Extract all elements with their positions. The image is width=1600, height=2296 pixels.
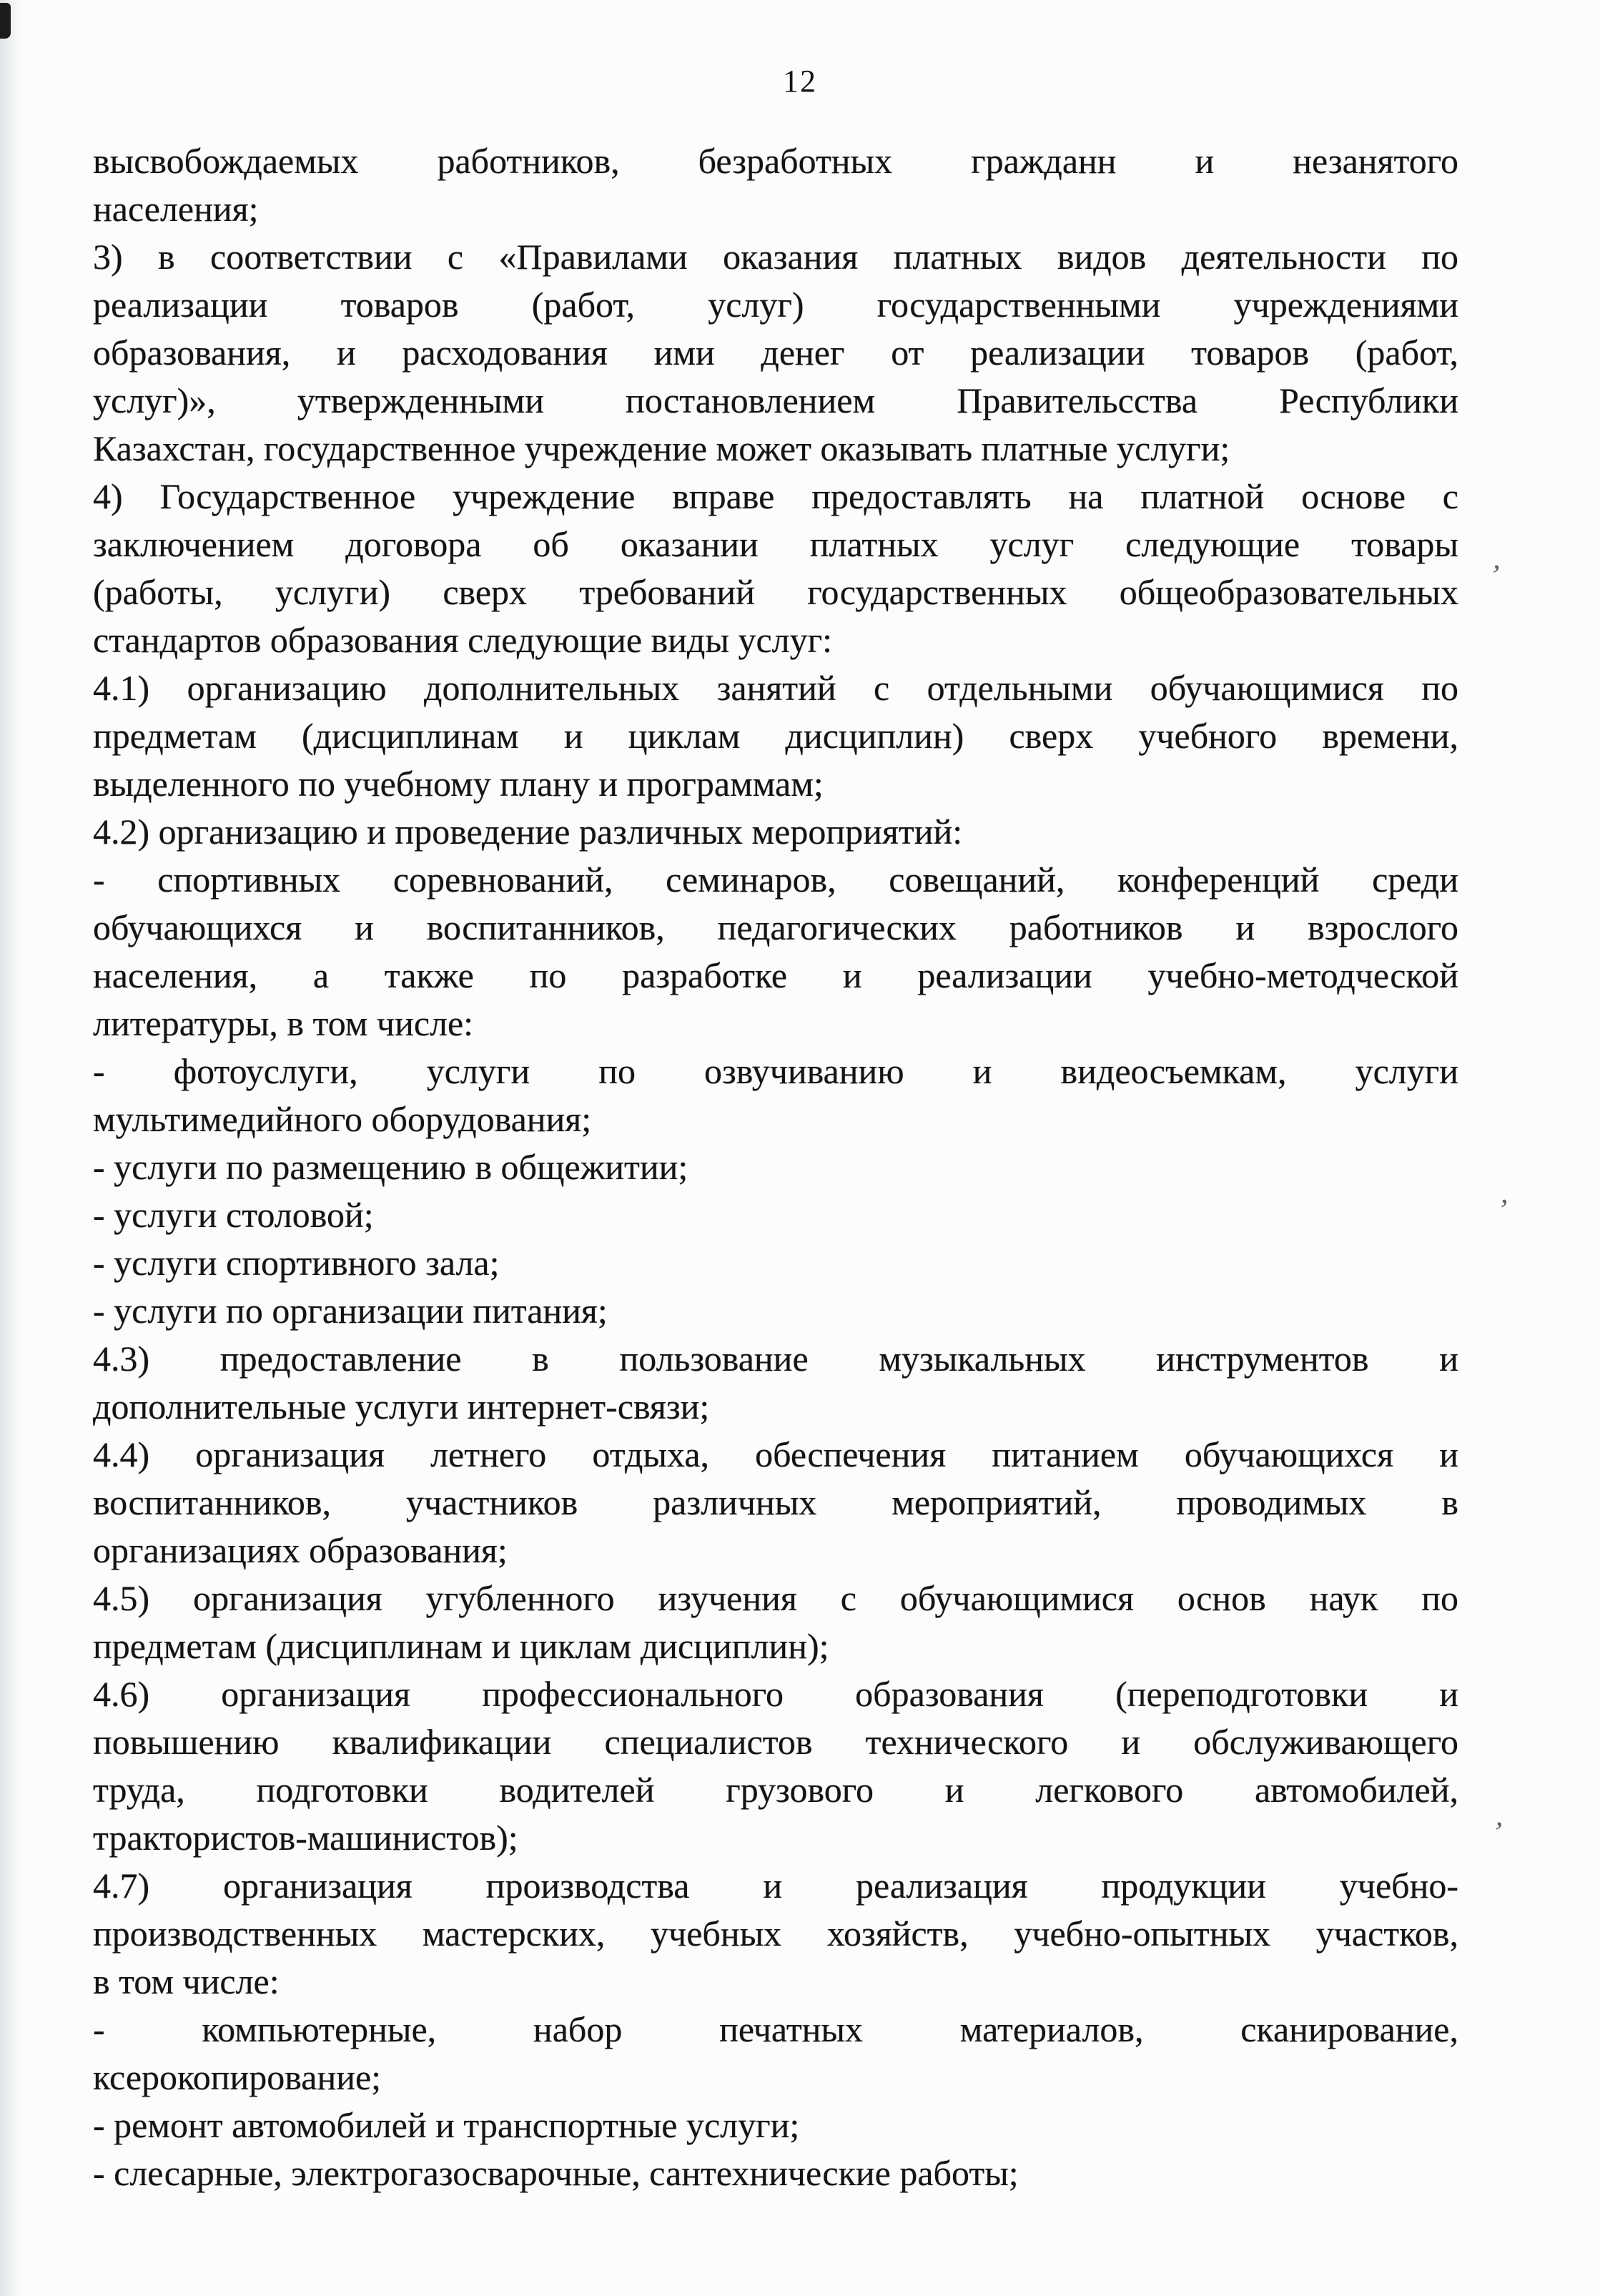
- text-line: 4.4) организация летнего отдыха, обеспечения питанием обучающихся и: [93, 1434, 1458, 1474]
- text-line: 4) Государственное учреждение вправе предоставлять на платной основе с: [93, 476, 1458, 516]
- text-line: высвобождаемых работников, безработных гражданн и незанятого: [93, 141, 1458, 181]
- text-line: мультимедийного оборудования;: [93, 1099, 592, 1139]
- scan-artifact-smudge: ,: [1494, 1799, 1508, 1833]
- text-line: предметам (дисциплинам и циклам дисциплин);: [93, 1626, 829, 1666]
- text-line: 4.5) организация угубленного изучения с обучающимися основ наук по: [93, 1578, 1458, 1618]
- text-line: - фотоуслуги, услуги по озвучиванию и видеосъемкам, услуги: [93, 1051, 1458, 1091]
- page-number: 12: [783, 64, 817, 99]
- text-line: - компьютерные, набор печатных материалов, сканирование,: [93, 2009, 1458, 2049]
- text-line: 4.1) организацию дополнительных занятий с отдельными обучающимися по: [93, 668, 1458, 708]
- document-text-block: [93, 137, 1458, 2197]
- text-line: (работы, услуги) сверх требований государственных общеобразовательных: [93, 572, 1458, 612]
- text-line: трактористов-машинистов);: [93, 1818, 518, 1858]
- scan-artifact-smudge: ,: [1491, 542, 1504, 576]
- text-line: 3) в соответствии с «Правилами оказания платных видов деятельности по: [93, 237, 1458, 277]
- text-line: Казахстан, государственное учреждение может оказывать платные услуги;: [93, 428, 1230, 468]
- text-line: выделенного по учебному плану и программам;: [93, 764, 824, 804]
- text-line: предметам (дисциплинам и циклам дисциплин) сверх учебного времени,: [93, 716, 1458, 756]
- text-line: 4.6) организация профессионального образования (переподготовки и: [93, 1674, 1458, 1714]
- text-line: заключением договора об оказании платных услуг следующие товары: [93, 524, 1458, 564]
- text-line: дополнительные услуги интернет-связи;: [93, 1386, 710, 1427]
- text-line: воспитанников, участников различных мероприятий, проводимых в: [93, 1482, 1458, 1522]
- text-line: организациях образования;: [93, 1530, 508, 1570]
- text-line: - услуги по размещению в общежитии;: [93, 1147, 688, 1187]
- text-line: ксерокопирование;: [93, 2057, 382, 2097]
- text-line: литературы, в том числе:: [93, 1003, 474, 1043]
- text-line: образования, и расходования ими денег от реализации товаров (работ,: [93, 332, 1458, 373]
- text-line: - услуги по организации питания;: [93, 1291, 608, 1331]
- text-line: производственных мастерских, учебных хозяйств, учебно-опытных участков,: [93, 1913, 1458, 1953]
- text-line: - услуги столовой;: [93, 1195, 374, 1235]
- text-line: стандартов образования следующие виды услуг:: [93, 620, 832, 660]
- text-line: обучающихся и воспитанников, педагогических работников и взрослого: [93, 907, 1458, 947]
- text-line: - слесарные, электрогазосварочные, сантехнические работы;: [93, 2153, 1019, 2193]
- text-line: населения;: [93, 189, 259, 229]
- text-line: 4.3) предоставление в пользование музыкальных инструментов и: [93, 1339, 1458, 1379]
- scan-artifact-corner-blob: [0, 3, 11, 39]
- text-line: населения, а также по разработке и реализации учебно-методческой: [93, 955, 1458, 995]
- text-line: - спортивных соревнований, семинаров, совещаний, конференций среди: [93, 859, 1458, 900]
- text-line: 4.2) организацию и проведение различных мероприятий:: [93, 812, 963, 852]
- text-line: 4.7) организация производства и реализация продукции учебно-: [93, 1866, 1458, 1906]
- scan-artifact-smudge: ,: [1500, 1176, 1511, 1211]
- text-line: - ремонт автомобилей и транспортные услуги;: [93, 2105, 800, 2145]
- text-line: - услуги спортивного зала;: [93, 1243, 500, 1283]
- text-line: повышению квалификации специалистов технического и обслуживающего: [93, 1722, 1458, 1762]
- scan-edge-shadow: [0, 0, 21, 2296]
- text-line: услуг)», утвержденными постановлением Правительсства Республики: [93, 380, 1458, 420]
- text-line: труда, подготовки водителей грузового и легкового автомобилей,: [93, 1770, 1458, 1810]
- text-line: реализации товаров (работ, услуг) государственными учреждениями: [93, 285, 1458, 325]
- text-line: в том числе:: [93, 1961, 280, 2001]
